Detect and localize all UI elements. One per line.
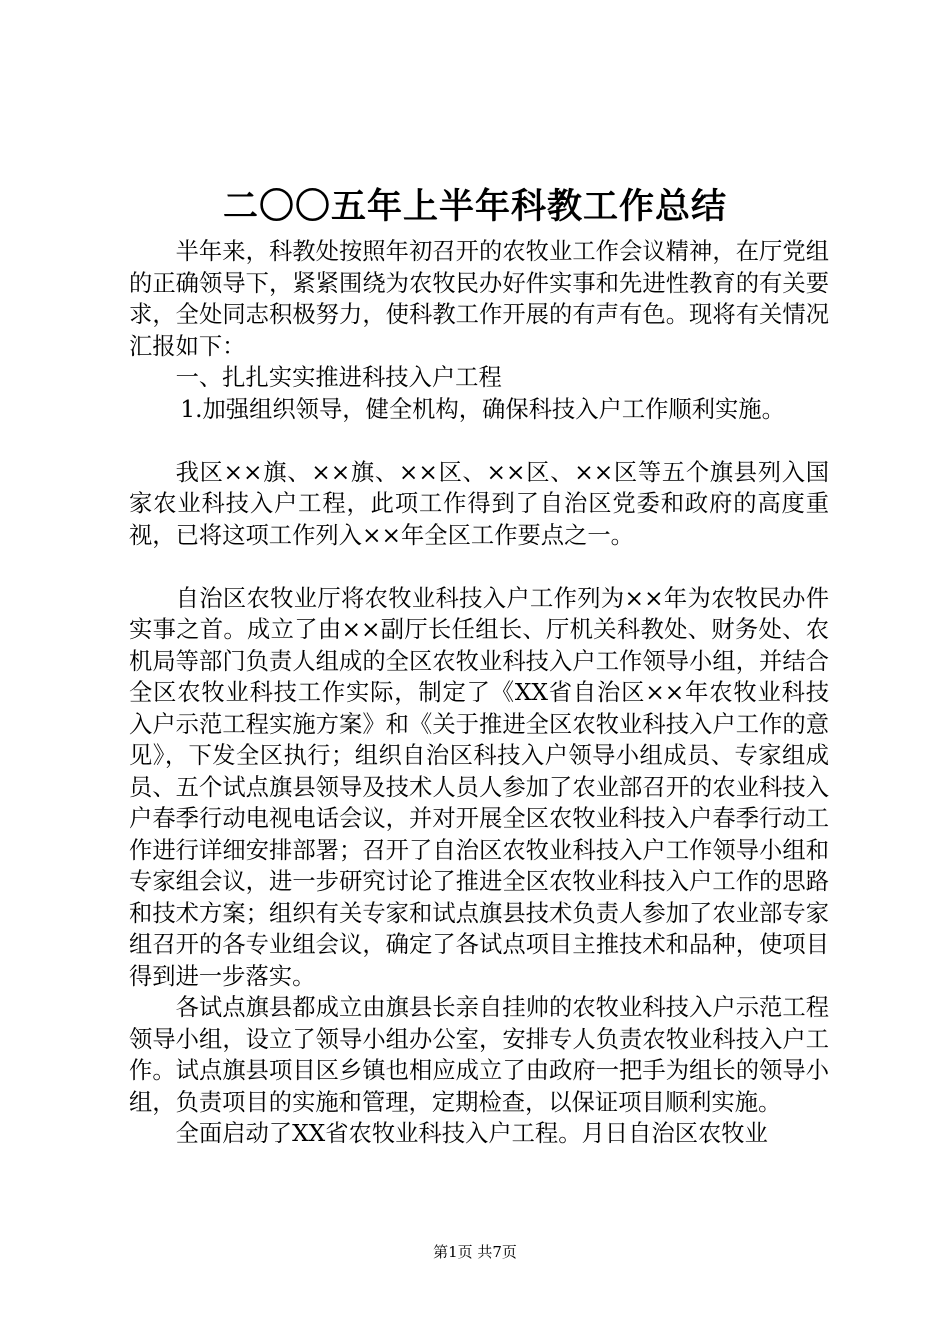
paragraph-spacer: [129, 551, 829, 583]
paragraph-spacer: [129, 425, 829, 457]
document-title: 二〇〇五年上半年科教工作总结: [222, 186, 727, 227]
body-paragraph-1: 我区××旗、××旗、××区、××区、××区等五个旗县列入国家农业科技入户工程，此项工作得到了自治区党委和政府的高度重视，已将这项工作列入××年全区工作要点之一。: [129, 458, 829, 549]
body-paragraph-2: 自治区农牧业厅将农牧业科技入户工作列为××年为农牧民办件实事之首。成立了由××副厅长任组长、厅机关科教处、财务处、农机局等部门负责人组成的全区农牧业科技入户工作领导小组，并结合全区农牧业科技工作实际，制定了《XX省自治区××年农牧业科技入户示范工程实施方案》和《关于推进全区农牧业科技入户工作的意见》，下发全区执行；组织自治区科技入户领导小组成员、专家组成员、五个试点旗县领导及技术人员人参加了农业部召开的农业科技入户春季行动电视电话会议，并对开展全区农牧业科技入户春季行动工作进行详细安排部署；召开了自治区农牧业科技入户工作领导小组和专家组会议，进一步研究讨论了推进全区农牧业科技入户工作的思路和技术方案；组织有关专家和试点旗县技术负责人参加了农业部专家组召开的各专业组会议，确定了各试点项目主推技术和品种，使项目得到进一步落实。: [129, 584, 829, 990]
page-footer: 第1页 共7页: [433, 1243, 517, 1261]
subsection-heading: 1.加强组织领导，健全机构，确保科技入户工作顺利实施。: [180, 395, 785, 423]
section-heading: 一、扎扎实实推进科技入户工程: [175, 364, 502, 391]
intro-paragraph: 半年来，科教处按照年初召开的农牧业工作会议精神，在厅党组的正确领导下，紧紧围绕为农牧民办好件实事和先进性教育的有关要求，全处同志积极努力，使科教工作开展的有声有色。现将有关情况汇报如下：: [129, 238, 829, 360]
body-paragraph-4: 全面启动了XX省农牧业科技入户工程。月日自治区农牧业: [175, 1120, 768, 1147]
document-body: [129, 236, 829, 1150]
body-paragraph-3: 各试点旗县都成立由旗县长亲自挂帅的农牧业科技入户示范工程领导小组，设立了领导小组办公室，安排专人负责农牧业科技入户工作。试点旗县项目区乡镇也相应成立了由政府一把手为组长的领导小组，负责项目的实施和管理，定期检查，以保证项目顺利实施。: [129, 994, 829, 1116]
